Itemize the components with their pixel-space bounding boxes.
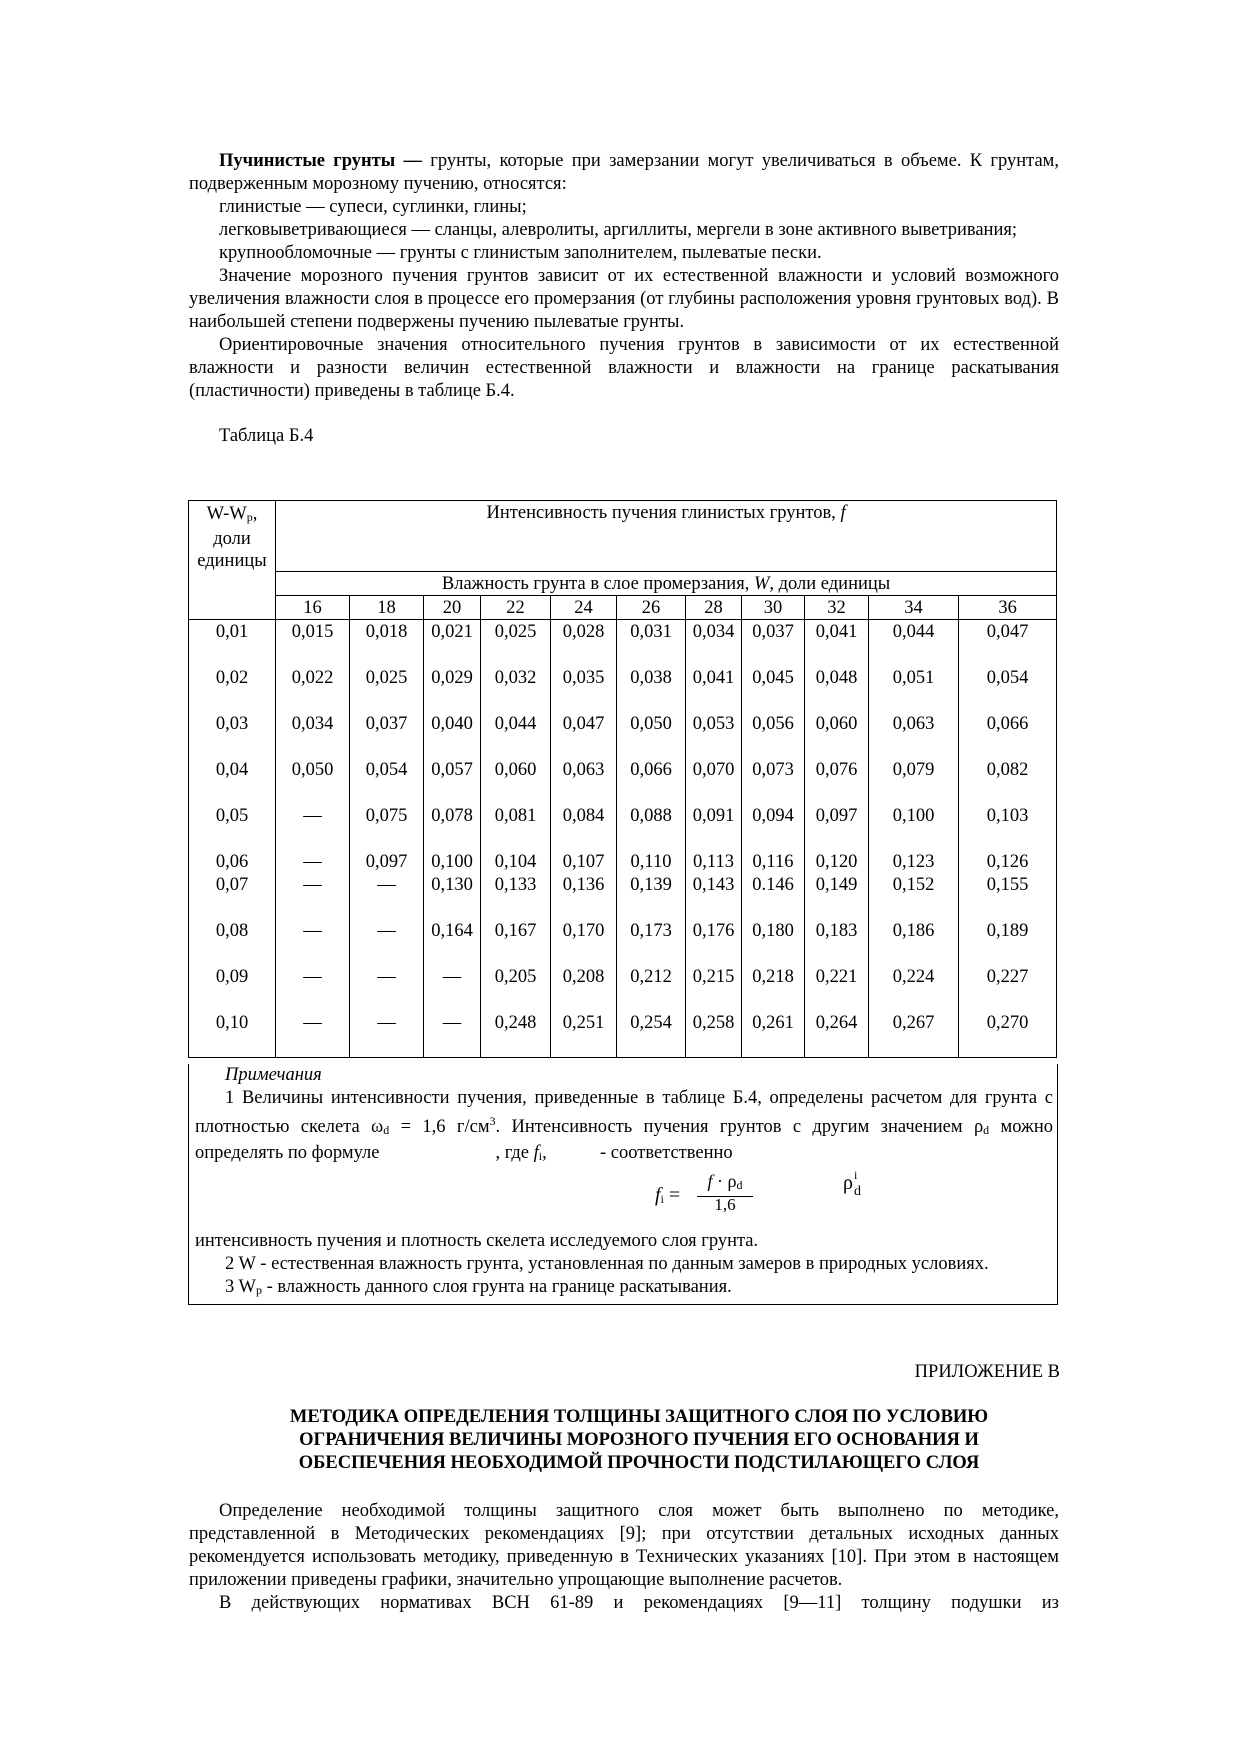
table-cell: 0,066 — [617, 758, 686, 804]
table-cell: 0,248 — [481, 1011, 551, 1058]
table-cell: — — [350, 873, 424, 919]
table-cell: 0,133 — [481, 873, 551, 919]
table-row — [189, 620, 1057, 667]
table-cell: — — [276, 965, 350, 1011]
table-cell: 0,075 — [350, 804, 424, 850]
table-cell: 0,031 — [617, 620, 686, 667]
table-cell: 0.146 — [742, 873, 805, 919]
table-cell: 0,126 — [959, 850, 1057, 873]
table-cell: 0,100 — [424, 850, 481, 873]
table-cell: 0,022 — [276, 666, 350, 712]
term-bold: Пучинистые грунты — — [219, 151, 422, 171]
table-cell: 0,025 — [350, 666, 424, 712]
table-cell: 0,170 — [551, 919, 617, 965]
table-cell: 0,063 — [551, 758, 617, 804]
table-cell: 0,261 — [742, 1011, 805, 1058]
table-cell: 0,155 — [959, 873, 1057, 919]
table-cell: 0,060 — [805, 712, 869, 758]
table-cell: 0,053 — [686, 712, 742, 758]
appendix-label: ПРИЛОЖЕНИЕ В — [914, 1362, 1060, 1382]
appendix-paragraph-1: Определение необходимой толщины защитного слоя может быть выполнено по методике, представленной в Методических рекомендациях [9]; при отсутствии детальных исходных данных рекомендуется использовать методику, приведенную в Технических указаниях [10]. При этом в настоящем приложении приведены графики, значительно упрощающие выполнение расчетов. — [189, 1501, 1059, 1590]
table-cell: 0,143 — [686, 873, 742, 919]
table-cell: 0,038 — [617, 666, 686, 712]
appendix-title: МЕТОДИКА ОПРЕДЕЛЕНИЯ ТОЛЩИНЫ ЗАЩИТНОГО СЛОЯ ПО УСЛОВИЮ ОГРАНИЧЕНИЯ ВЕЛИЧИНЫ МОРОЗНОГО ПУЧЕНИЯ ЕГО ОСНОВАНИЯ И ОБЕСПЕЧЕНИЯ НЕОБХОДИМОЙ ПРОЧНОСТИ ПОДСТИЛАЮЩЕГО СЛОЯ — [289, 1407, 989, 1473]
column-header: 30 — [742, 596, 805, 620]
table-cell: 0,084 — [551, 804, 617, 850]
column-header: 34 — [869, 596, 959, 620]
table-cell: 0,103 — [959, 804, 1057, 850]
row-label-cell: 0,06 — [189, 850, 276, 873]
table-cell: 0,254 — [617, 1011, 686, 1058]
intro-paragraph-2: глинистые — супеси, суглинки, глины; — [219, 197, 527, 217]
column-header: 32 — [805, 596, 869, 620]
column-header: 28 — [686, 596, 742, 620]
formula-numerator: f · ρd — [697, 1170, 753, 1197]
table-cell: — — [350, 965, 424, 1011]
column-header: 36 — [959, 596, 1057, 620]
table-cell: 0,048 — [805, 666, 869, 712]
table-cell: 0,066 — [959, 712, 1057, 758]
table-cell: — — [276, 919, 350, 965]
appendix-paragraph-2: В действующих нормативах ВСН 61-89 и рекомендациях [9—11] толщину подушки из — [219, 1593, 1059, 1613]
table-cell: 0,164 — [424, 919, 481, 965]
table-cell: 0,040 — [424, 712, 481, 758]
table-cell: — — [276, 804, 350, 850]
table-cell: 0,050 — [276, 758, 350, 804]
row-label-cell: 0,04 — [189, 758, 276, 804]
table-cell: 0,060 — [481, 758, 551, 804]
table-cell: 0,029 — [424, 666, 481, 712]
table-cell: 0,070 — [686, 758, 742, 804]
table-cell: 0,078 — [424, 804, 481, 850]
table-cell: 0,076 — [805, 758, 869, 804]
table-cell: 0,028 — [551, 620, 617, 667]
table-cell: 0,208 — [551, 965, 617, 1011]
table-cell: 0,212 — [617, 965, 686, 1011]
table-cell: 0,054 — [350, 758, 424, 804]
table-cell: 0,079 — [869, 758, 959, 804]
table-caption: Таблица Б.4 — [219, 426, 314, 446]
table-cell: 0,021 — [424, 620, 481, 667]
table-cell: 0,264 — [805, 1011, 869, 1058]
table-cell: 0,107 — [551, 850, 617, 873]
table-cell: 0,221 — [805, 965, 869, 1011]
column-header: 18 — [350, 596, 424, 620]
table-row — [189, 850, 1057, 873]
table-cell: 0,041 — [805, 620, 869, 667]
table-cell: 0,025 — [481, 620, 551, 667]
table-cell: 0,152 — [869, 873, 959, 919]
row-label-cell: 0,05 — [189, 804, 276, 850]
table-cell: 0,176 — [686, 919, 742, 965]
table-cell: 0,186 — [869, 919, 959, 965]
row-label-cell: 0,10 — [189, 1011, 276, 1058]
table-cell: — — [424, 965, 481, 1011]
row-label-cell: 0,01 — [189, 620, 276, 667]
table-cell: 0,032 — [481, 666, 551, 712]
table-cell: — — [276, 850, 350, 873]
table-row — [189, 919, 1057, 965]
table-cell: 0,218 — [742, 965, 805, 1011]
table-cell: 0,073 — [742, 758, 805, 804]
table-cell: — — [424, 1011, 481, 1058]
table-cell: 0,139 — [617, 873, 686, 919]
table-cell: 0,224 — [869, 965, 959, 1011]
table-cell: 0,037 — [350, 712, 424, 758]
row-label-cell: 0,03 — [189, 712, 276, 758]
row-label-cell: 0,02 — [189, 666, 276, 712]
note-2: 2 W - естественная влажность грунта, установленная по данным замеров в природных условиях. — [225, 1254, 989, 1274]
sub-header: Влажность грунта в слое промерзания, W, доли единицы — [276, 572, 1057, 596]
table-cell: 0,110 — [617, 850, 686, 873]
table-cell: 0,034 — [276, 712, 350, 758]
table-cell: 0,116 — [742, 850, 805, 873]
table-cell: 0,057 — [424, 758, 481, 804]
table-cell: 0,267 — [869, 1011, 959, 1058]
table-row — [189, 804, 1057, 850]
table-cell: 0,113 — [686, 850, 742, 873]
table-cell: 0,215 — [686, 965, 742, 1011]
table-cell: 0,123 — [869, 850, 959, 873]
table-cell: 0,088 — [617, 804, 686, 850]
note-1: 1 Величины интенсивности пучения, приведенные в таблице Б.4, определены расчетом для грунта с плотностью скелета ωd = 1,6 $г/см^3$. Интенсивность пучения грунтов с другим значением ρd можно определять по формуле , где fi, - соответственно — [195, 1088, 1053, 1163]
table-cell: 0,035 — [551, 666, 617, 712]
table-cell: 0,183 — [805, 919, 869, 965]
table-cell: 0,173 — [617, 919, 686, 965]
table-cell: 0,056 — [742, 712, 805, 758]
formula-denominator: 1,6 — [714, 1195, 736, 1214]
table-cell: 0,227 — [959, 965, 1057, 1011]
table-cell: 0,189 — [959, 919, 1057, 965]
note-3: 3 Wp - влажность данного слоя грунта на границе раскатывания. — [225, 1277, 732, 1297]
column-header: 16 — [276, 596, 350, 620]
table-cell: 0,167 — [481, 919, 551, 965]
row-label-cell: 0,09 — [189, 965, 276, 1011]
table-cell: — — [276, 873, 350, 919]
appendix-body — [189, 1500, 1059, 1615]
row-header-cell: W-Wp, доли единицы — [189, 501, 276, 620]
table-cell: 0,034 — [686, 620, 742, 667]
table-row — [189, 712, 1057, 758]
table-cell: 0,097 — [805, 804, 869, 850]
row-label-cell: 0,07 — [189, 873, 276, 919]
table-body — [189, 620, 1057, 1058]
table-cell: 0,054 — [959, 666, 1057, 712]
table-cell: 0,097 — [350, 850, 424, 873]
table-cell: 0,120 — [805, 850, 869, 873]
table-row — [189, 666, 1057, 712]
table-cell: 0,149 — [805, 873, 869, 919]
table-cell: 0,100 — [869, 804, 959, 850]
table-cell: 0,047 — [959, 620, 1057, 667]
intro-paragraph-3: легковыветривающиеся — сланцы, алевролиты, аргиллиты, мергели в зоне активного выветривания; — [219, 220, 1017, 240]
frost-heave-table — [188, 500, 1057, 1058]
notes-title: Примечания — [225, 1065, 322, 1085]
intro-paragraph-1: Пучинистые грунты — грунты, которые при замерзании могут увеличиваться в объеме. К грунтам, подверженным морозному пучению, относятся: — [189, 151, 1059, 194]
intro-section — [189, 150, 1059, 448]
table-cell: 0,205 — [481, 965, 551, 1011]
column-header: 20 — [424, 596, 481, 620]
table-cell: 0,050 — [617, 712, 686, 758]
row-label-cell: 0,08 — [189, 919, 276, 965]
table-cell: 0,251 — [551, 1011, 617, 1058]
table-cell: 0,081 — [481, 804, 551, 850]
table-cell: 0,051 — [869, 666, 959, 712]
table-cell: — — [276, 1011, 350, 1058]
table-cell: 0,082 — [959, 758, 1057, 804]
intro-paragraph-6: Ориентировочные значения относительного пучения грунтов в зависимости от их естественной влажности и разности величин естественной влажности и влажности на границе раскатывания (пластичности) приведены в таблице Б.4. — [189, 335, 1059, 401]
table-cell: — — [350, 1011, 424, 1058]
table-cell: 0,047 — [551, 712, 617, 758]
table-cell: 0,270 — [959, 1011, 1057, 1058]
table-cell: — — [350, 919, 424, 965]
rho-symbol: ρ i d — [843, 1168, 861, 1199]
table-row — [189, 965, 1057, 1011]
table-cell: 0,104 — [481, 850, 551, 873]
group-header: Интенсивность пучения глинистых грунтов, f — [276, 501, 1057, 572]
formula-lhs: fi = — [655, 1184, 681, 1206]
table-cell: 0,130 — [424, 873, 481, 919]
formula — [195, 1168, 1053, 1230]
table-cell: 0,015 — [276, 620, 350, 667]
table-notes — [188, 1064, 1058, 1305]
table-cell: 0,045 — [742, 666, 805, 712]
intro-paragraph-5: Значение морозного пучения грунтов зависит от их естественной влажности и условий возможного увеличения влажности слоя в процессе его промерзания (от глубины расположения уровня грунтовых вод). В наибольшей степени подвержены пучению пылеватые грунты. — [189, 266, 1059, 332]
table-cell: 0,041 — [686, 666, 742, 712]
column-header: 22 — [481, 596, 551, 620]
column-header: 24 — [551, 596, 617, 620]
table-cell: 0,044 — [481, 712, 551, 758]
table-row — [189, 873, 1057, 919]
table-cell: 0,037 — [742, 620, 805, 667]
table-cell: 0,044 — [869, 620, 959, 667]
column-header-row — [189, 596, 1057, 620]
table-cell: 0,091 — [686, 804, 742, 850]
table-cell: 0,094 — [742, 804, 805, 850]
table-row — [189, 1011, 1057, 1058]
table-cell: 0,018 — [350, 620, 424, 667]
table-cell: 0,258 — [686, 1011, 742, 1058]
table-cell: 0,180 — [742, 919, 805, 965]
note-1-continued: интенсивность пучения и плотность скелета исследуемого слоя грунта. — [195, 1231, 759, 1251]
column-header: 26 — [617, 596, 686, 620]
table-row — [189, 758, 1057, 804]
table-cell: 0,136 — [551, 873, 617, 919]
table-cell: 0,063 — [869, 712, 959, 758]
intro-paragraph-4: крупнообломочные — грунты с глинистым заполнителем, пылеватые пески. — [219, 243, 822, 263]
